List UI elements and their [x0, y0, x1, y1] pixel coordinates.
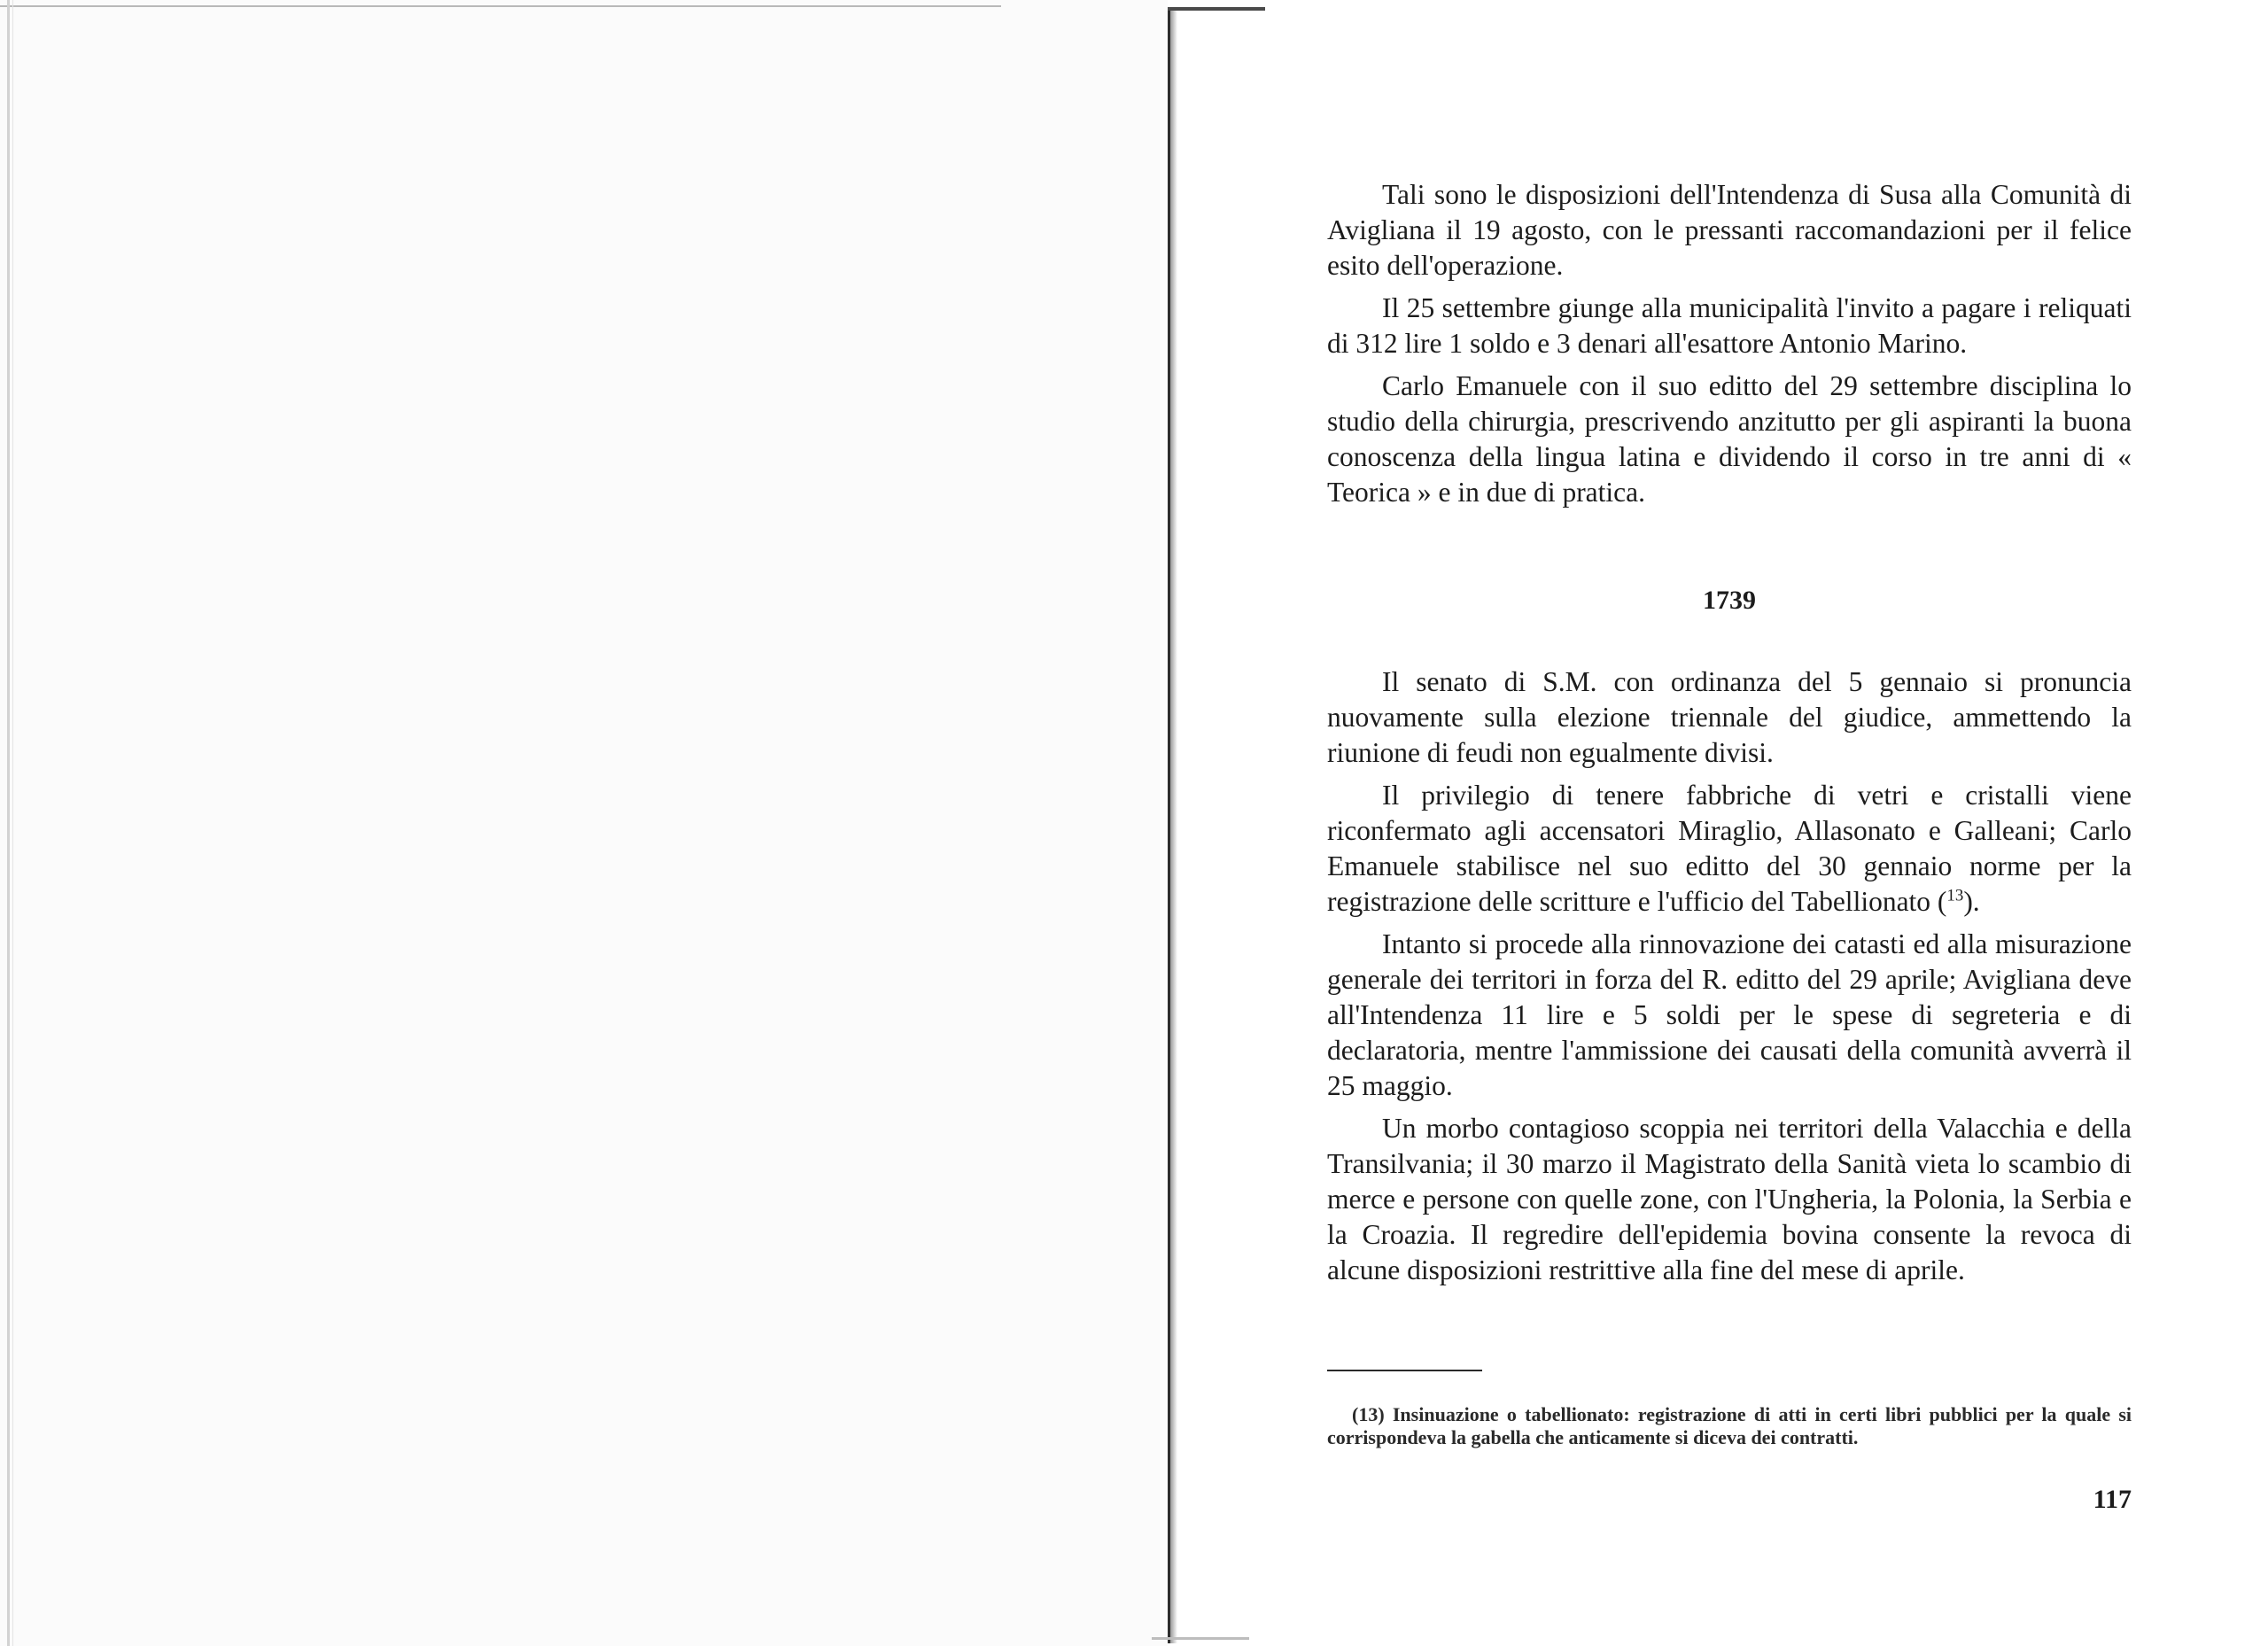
- paragraph-text: Il privilegio di tenere fabbriche di vetri e cristalli viene riconfermato agli accensatori Miraglio, Allasonato e Galleani; Carlo Emanuele stabilisce nel suo editto del 30 gennaio norme per la registrazione delle scritture e l'ufficio del Tabellionato (: [1327, 780, 2132, 917]
- gutter-shadow: [1170, 9, 1177, 1643]
- page-edge-bottom: [1152, 1637, 1249, 1640]
- paragraph: Carlo Emanuele con il suo editto del 29 settembre disciplina lo studio della chirurgia, prescrivendo anzitutto per gli aspiranti la buona conoscenza della lingua latina e dividendo il corso in tre anni di « Teorica » e in due di pratica.: [1327, 370, 2132, 508]
- page-number: 117: [2093, 1485, 2132, 1514]
- year-heading: 1739: [1703, 586, 1756, 615]
- page-edge-left-inner: [12, 0, 13, 1646]
- page-edge-top: [0, 5, 1001, 7]
- paragraph-with-note: [1327, 778, 2132, 920]
- paragraph: Il senato di S.M. con ordinanza del 5 gennaio si pronuncia nuovamente sulla elezione triennale del giudice, ammettendo la riunione di feudi non egualmente divisi.: [1327, 666, 2132, 768]
- paragraph-tail: ).: [1963, 886, 1980, 917]
- page-edge-top-right: [1168, 7, 1265, 11]
- footnote: (13) Insinuazione o tabellionato: registrazione di atti in certi libri pubblici per la quale si corrispondeva la gabella che anticamente si diceva dei contratti.: [1327, 1403, 2132, 1448]
- paragraph: Intanto si procede alla rinnovazione dei catasti ed alla misurazione generale dei territori in forza del R. editto del 29 aprile; Avigliana deve all'Intendenza 11 lire e 5 soldi per le spese di segreteria e di declaratoria, mentre l'ammissione dei causati della comunità avverrà il 25 maggio.: [1327, 928, 2132, 1101]
- footnote-reference: 13: [1946, 886, 1964, 905]
- paragraph: Un morbo contagioso scoppia nei territori della Valacchia e della Transilvania; il 30 marzo il Magistrato della Sanità vieta lo scambio di merce e persone con quelle zone, con l'Ungheria, la Polonia, la Serbia e la Croazia. Il regredire dell'epidemia bovina consente la revoca di alcune disposizioni restrittive alla fine del mese di aprile.: [1327, 1113, 2132, 1285]
- paragraph: Il 25 settembre giunge alla municipalità l'invito a pagare i reliquati di 312 lire 1 soldo e 3 denari all'esattore Antonio Marino.: [1327, 292, 2132, 359]
- page-edge-left: [7, 0, 10, 1646]
- paragraph: Tali sono le disposizioni dell'Intendenza di Susa alla Comunità di Avigliana il 19 agosto, con le pressanti raccomandazioni per il felice esito dell'operazione.: [1327, 179, 2132, 281]
- body-text: [1327, 177, 2132, 1295]
- book-gutter: [1168, 9, 1170, 1643]
- footnote-separator: [1327, 1370, 1482, 1371]
